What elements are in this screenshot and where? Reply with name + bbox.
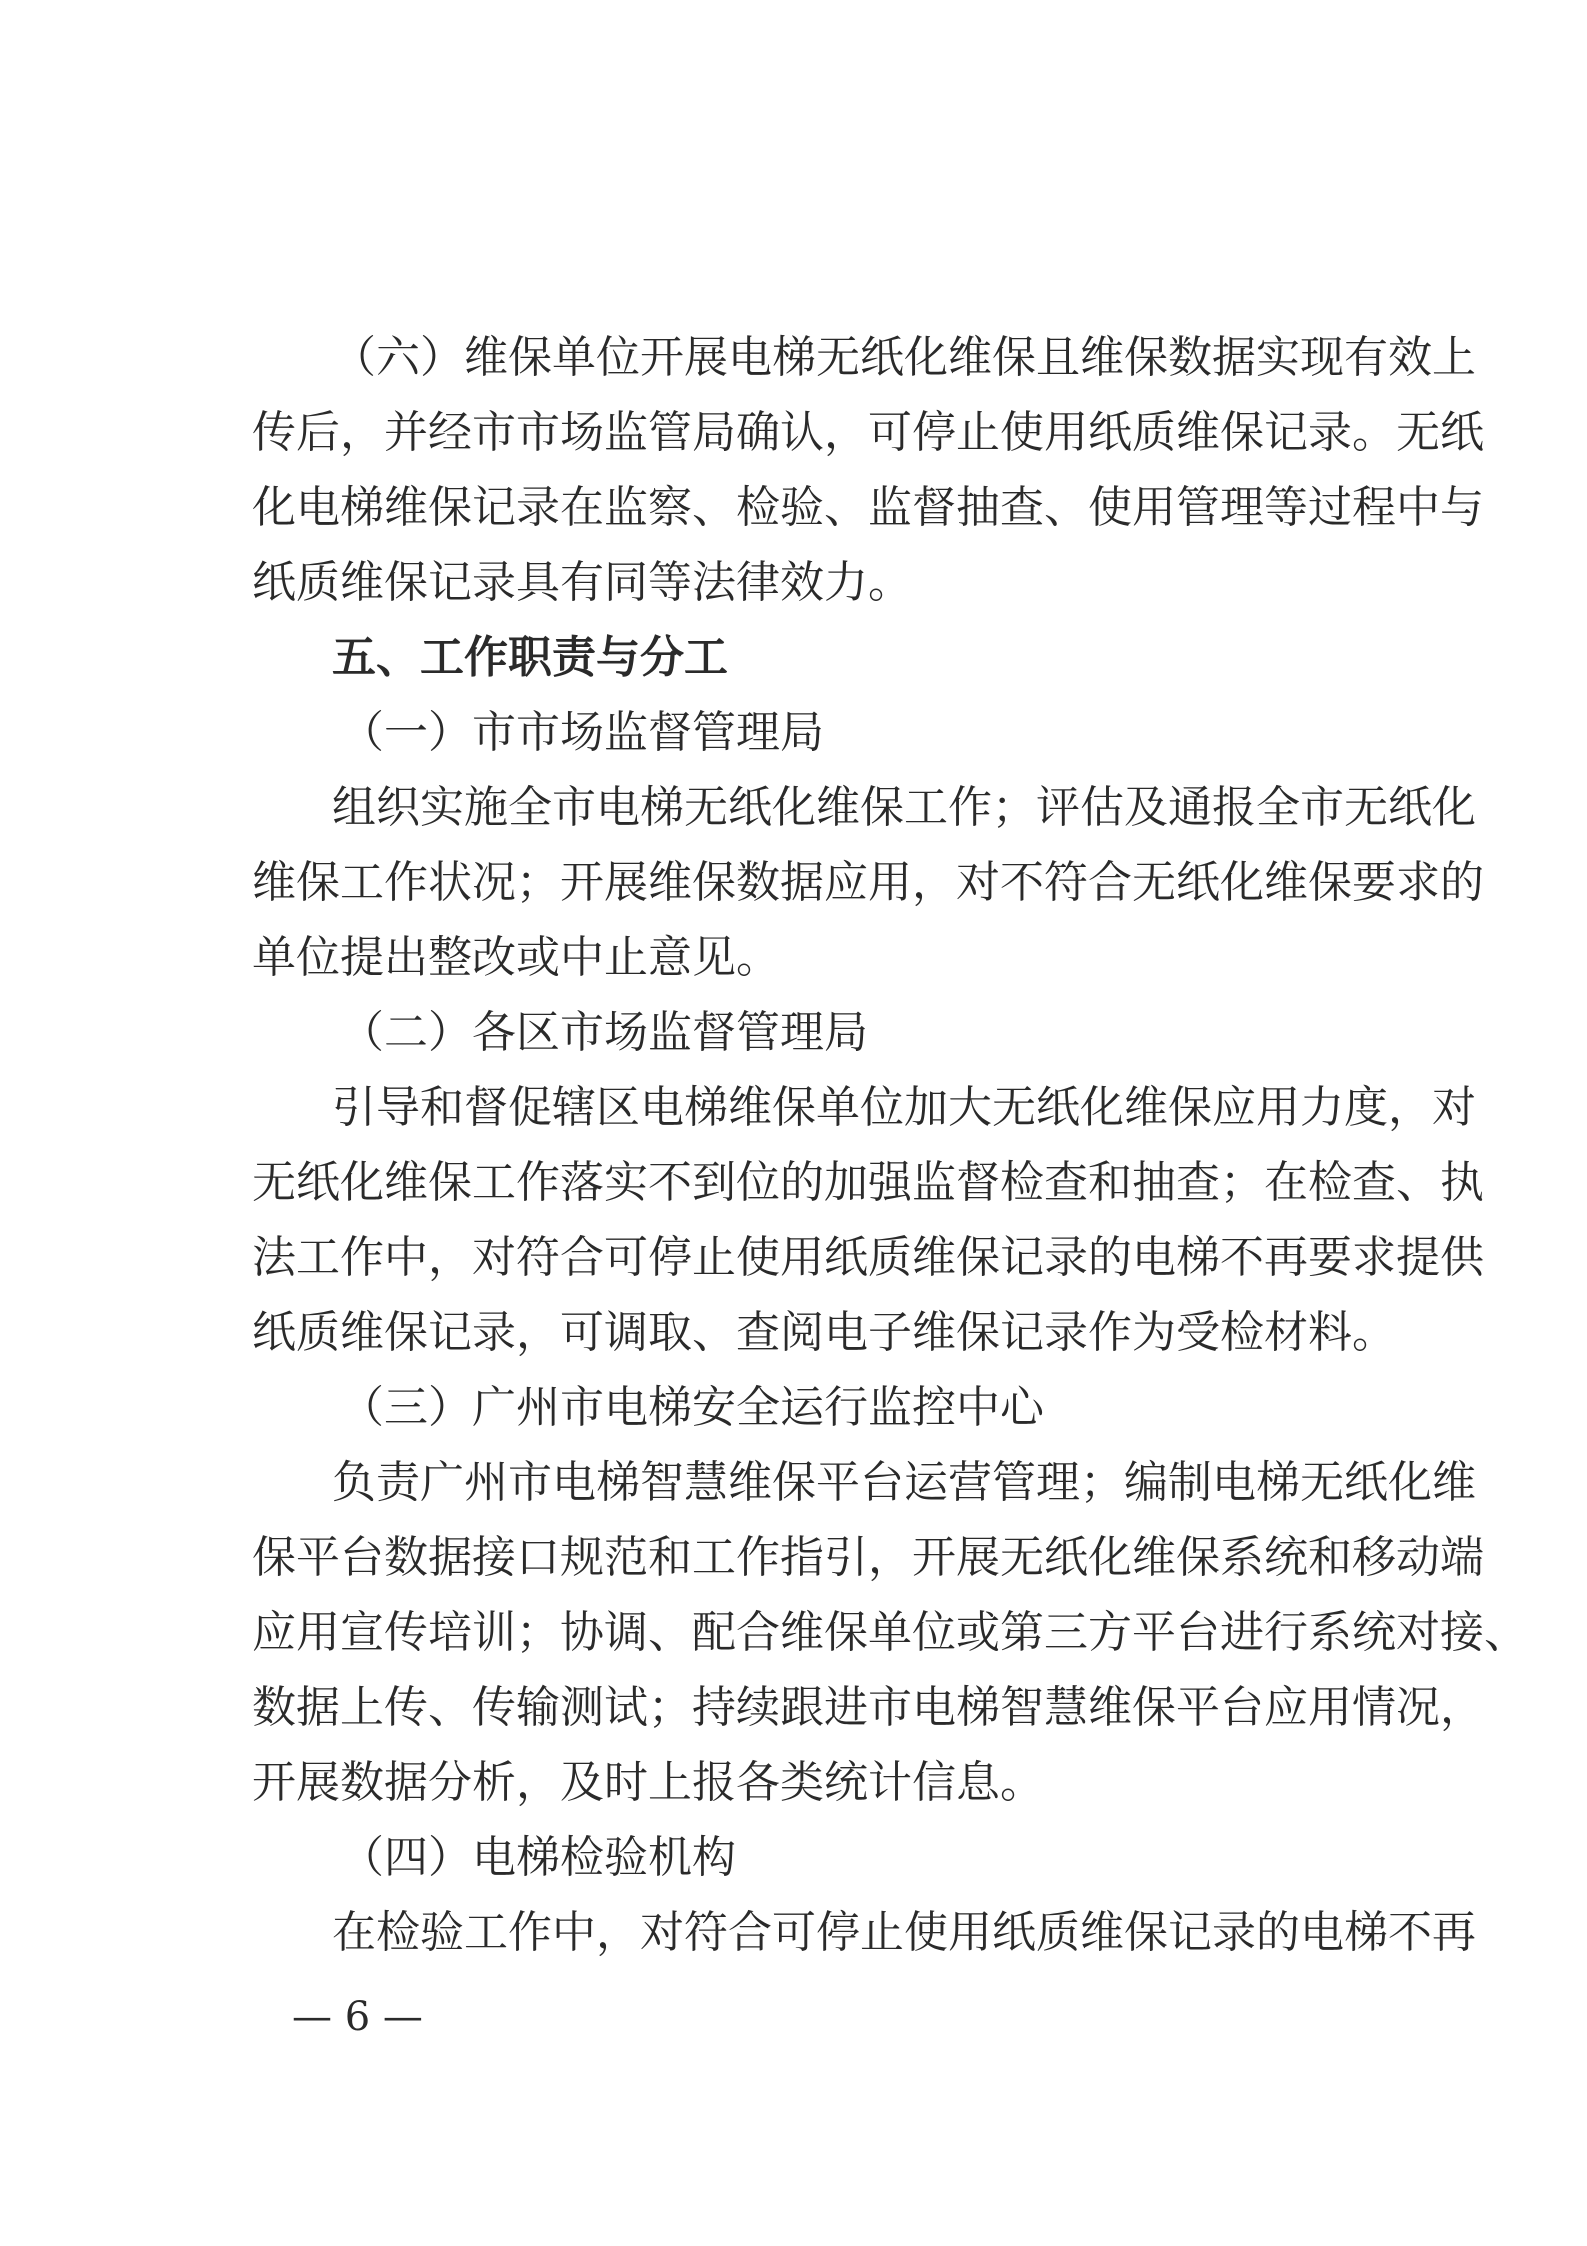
paragraph-line: 应用宣传培训；协调、配合维保单位或第三方平台进行系统对接、 xyxy=(252,1607,1528,1658)
paragraph-line: 数据上传、传输测试；持续跟进市电梯智慧维保平台应用情况， xyxy=(252,1682,1484,1733)
page-number: — 6 — xyxy=(292,1994,423,2040)
subsection-heading: （四）电梯检验机构 xyxy=(340,1832,736,1883)
paragraph-line: 化电梯维保记录在监察、检验、监督抽查、使用管理等过程中与 xyxy=(252,482,1484,533)
paragraph-line: 纸质维保记录具有同等法律效力。 xyxy=(252,557,912,608)
paragraph-line: 法工作中，对符合可停止使用纸质维保记录的电梯不再要求提供 xyxy=(252,1232,1484,1283)
paragraph-line: 维保工作状况；开展维保数据应用，对不符合无纸化维保要求的 xyxy=(252,857,1484,908)
paragraph-line: 负责广州市电梯智慧维保平台运营管理；编制电梯无纸化维 xyxy=(332,1457,1476,1508)
paragraph-line: 纸质维保记录，可调取、查阅电子维保记录作为受检材料。 xyxy=(252,1307,1396,1358)
paragraph-line: 组织实施全市电梯无纸化维保工作；评估及通报全市无纸化 xyxy=(332,782,1476,833)
paragraph-line: 无纸化维保工作落实不到位的加强监督检查和抽查；在检查、执 xyxy=(252,1157,1484,1208)
subsection-heading: （三）广州市电梯安全运行监控中心 xyxy=(340,1382,1044,1433)
paragraph-line: 开展数据分析，及时上报各类统计信息。 xyxy=(252,1757,1044,1808)
paragraph-line: 传后，并经市市场监管局确认，可停止使用纸质维保记录。无纸 xyxy=(252,407,1484,458)
paragraph-line: 单位提出整改或中止意见。 xyxy=(252,932,780,983)
subsection-heading: （二）各区市场监督管理局 xyxy=(340,1007,868,1058)
paragraph-line: 引导和督促辖区电梯维保单位加大无纸化维保应用力度，对 xyxy=(332,1082,1476,1133)
paragraph-line: （六）维保单位开展电梯无纸化维保且维保数据实现有效上 xyxy=(332,332,1476,383)
paragraph-line: 保平台数据接口规范和工作指引，开展无纸化维保系统和移动端 xyxy=(252,1532,1484,1583)
section-heading: 五、工作职责与分工 xyxy=(332,632,728,683)
subsection-heading: （一）市市场监督管理局 xyxy=(340,707,824,758)
paragraph-line: 在检验工作中，对符合可停止使用纸质维保记录的电梯不再 xyxy=(332,1907,1476,1958)
